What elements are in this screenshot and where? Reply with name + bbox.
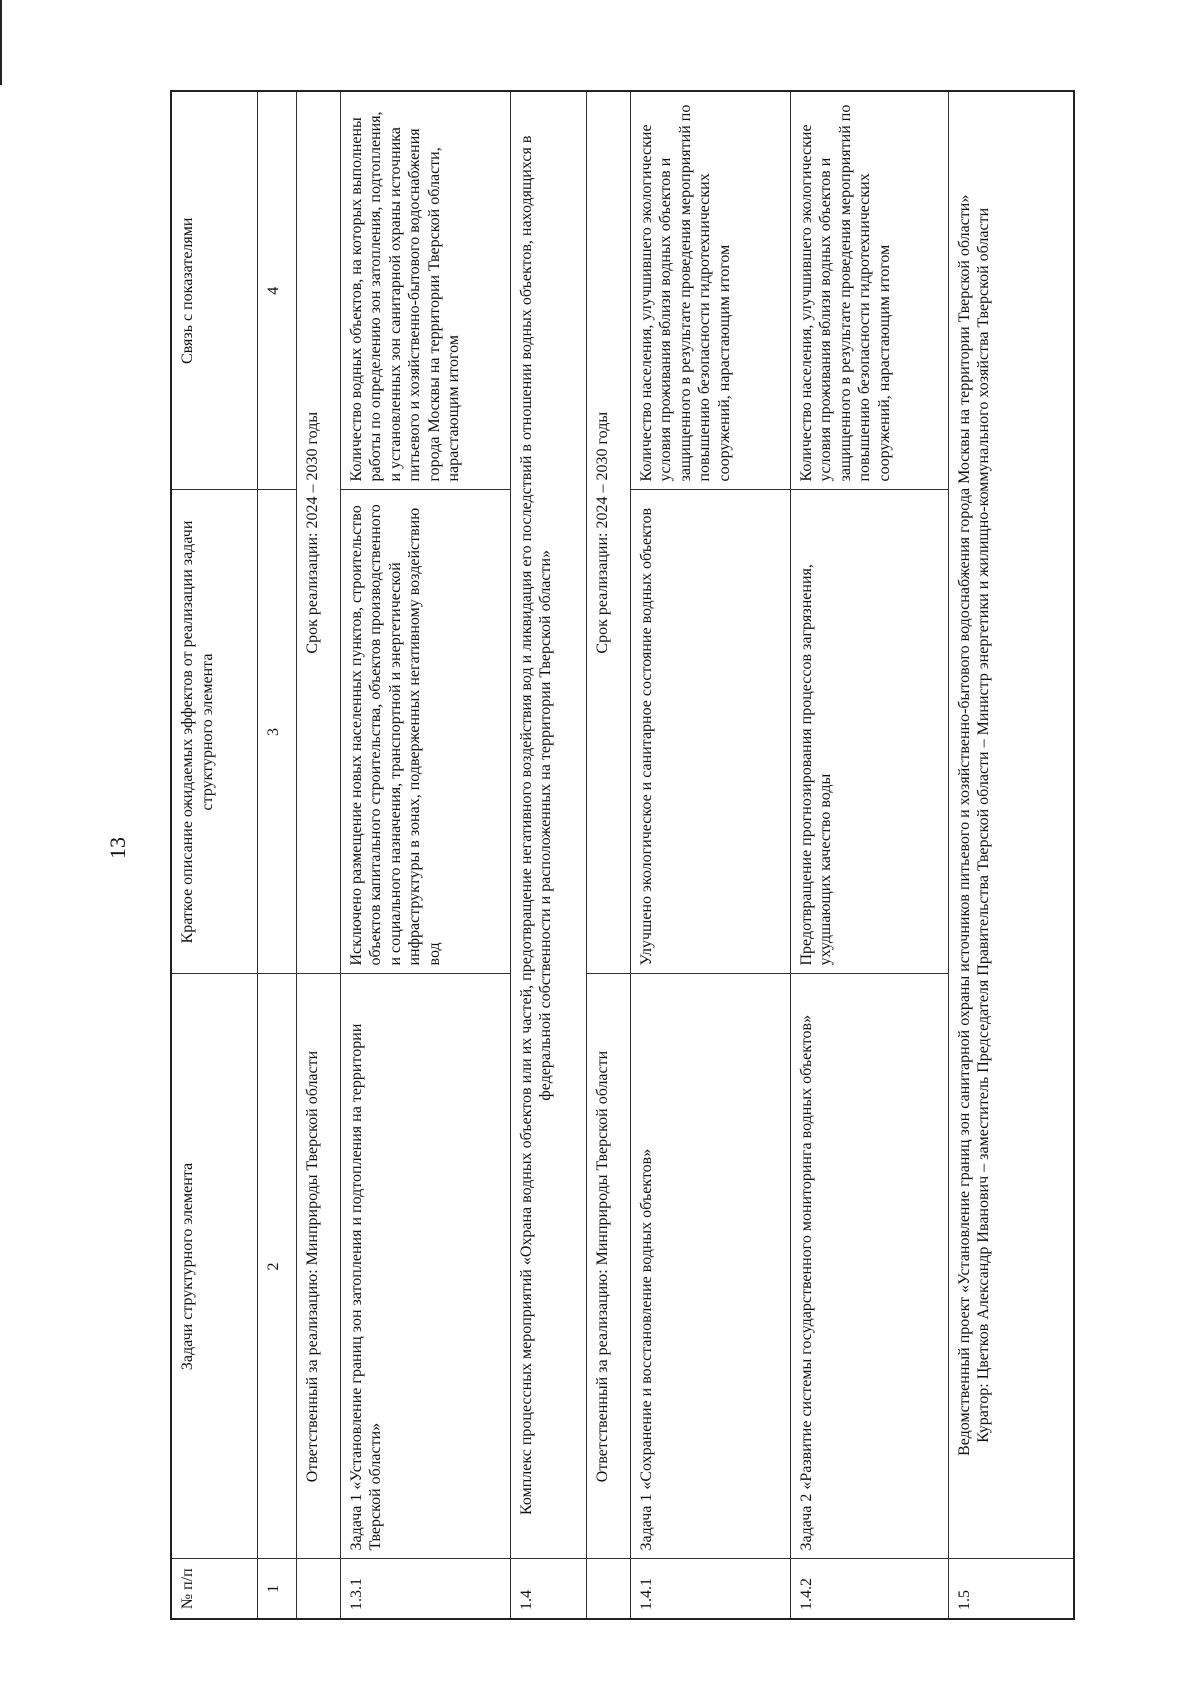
row-num: 1.4.1 — [630, 1559, 790, 1619]
indicator-cell: Количество водных объектов, на которых выполнены работы по определению зон затопления, подтопления, и установленных зон санитарной охраны источника питьевого и хозяйственно-бытового водоснабжения города Москвы на территории Тверской области, нарастающим итогом — [340, 91, 510, 490]
table-row — [510, 91, 586, 1619]
column-number: 4 — [257, 91, 296, 490]
column-number: 1 — [257, 1559, 296, 1619]
column-number: 3 — [257, 490, 296, 974]
page-number: 13 — [105, 837, 130, 859]
indicator-cell: Количество населения, улучшившего экологические условия проживания вблизи водных объектов и защищенного в результате проведения мероприятий по повышению безопасности гидротехнических сооружений, нарастающим итогом — [790, 91, 948, 490]
table-row — [296, 91, 340, 1619]
effect-cell: Предотвращение прогнозирования процессов загрязнения, ухудшающих качество воды — [790, 490, 948, 974]
project-title: Ведомственный проект «Установление границ зон санитарной охраны источников питьевого и хозяйственно-бытового водоснабжения города Москвы на территории Тверской области» — [955, 194, 973, 1456]
task-cell: Задача 2 «Развитие системы государственного мониторинга водных объектов» — [790, 974, 948, 1559]
table-row — [586, 91, 630, 1619]
table-row — [948, 91, 1074, 1619]
task-cell: Задача 1 «Установление границ зон затопления и подтопления на территории Тверской области» — [340, 974, 510, 1559]
responsible-cell: Ответственный за реализацию: Минприроды Тверской области — [296, 974, 340, 1559]
row-num: 1.4.2 — [790, 1559, 948, 1619]
term-cell: Срок реализации: 2024 – 2030 годы — [586, 91, 630, 974]
project-curator: Куратор: Цветков Александр Иванович – заместитель Председателя Правительства Тверской области – Министр энергетики и жилищно-коммунального хозяйства Тверской области — [975, 207, 993, 1443]
effect-cell: Улучшено экологическое и санитарное состояние водных объектов — [630, 490, 790, 974]
scan-edge-line — [0, 0, 2, 85]
responsible-cell: Ответственный за реализацию: Минприроды Тверской области — [586, 974, 630, 1559]
table-row — [790, 91, 948, 1619]
row-num — [296, 1559, 340, 1619]
header-num: № п/п — [171, 1559, 257, 1619]
tasks-table — [170, 90, 1075, 1620]
term-cell: Срок реализации: 2024 – 2030 годы — [296, 91, 340, 974]
table-header-row — [171, 91, 257, 1619]
row-num — [586, 1559, 630, 1619]
row-num: 1.4 — [510, 1559, 586, 1619]
rotated-page-content — [170, 92, 1075, 1620]
row-num: 1.5 — [948, 1559, 1074, 1619]
table-row — [340, 91, 510, 1619]
header-effects: Краткое описание ожидаемых эффектов от реализации задачи структурного элемента — [171, 490, 257, 974]
column-number-row — [257, 91, 296, 1619]
project-cell — [948, 91, 1074, 1559]
column-number: 2 — [257, 974, 296, 1559]
indicator-cell: Количество населения, улучшившего экологические условия проживания вблизи водных объектов и защищенного в результате проведения мероприятий по повышению безопасности гидротехнических сооружений, нарастающим итогом — [630, 91, 790, 490]
row-num: 1.3.1 — [340, 1559, 510, 1619]
effect-cell: Исключено размещение новых населенных пунктов, строительство объектов капитального строительства, объектов производственного и социального назначения, транспортной и энергетической инфраструктуры в зонах, подверженных негативному воздействию вод — [340, 490, 510, 974]
table-row — [630, 91, 790, 1619]
header-indicators: Связь с показателями — [171, 91, 257, 490]
header-tasks: Задачи структурного элемента — [171, 974, 257, 1559]
complex-title-cell: Комплекс процессных мероприятий «Охрана водных объектов или их частей, предотвращение негативного воздействия вод и ликвидация его последствий в отношении водных объектов, находящихся в федеральной собственности и расположенных на территории Тверской области» — [510, 91, 586, 1559]
task-cell: Задача 1 «Сохранение и восстановление водных объектов» — [630, 974, 790, 1559]
